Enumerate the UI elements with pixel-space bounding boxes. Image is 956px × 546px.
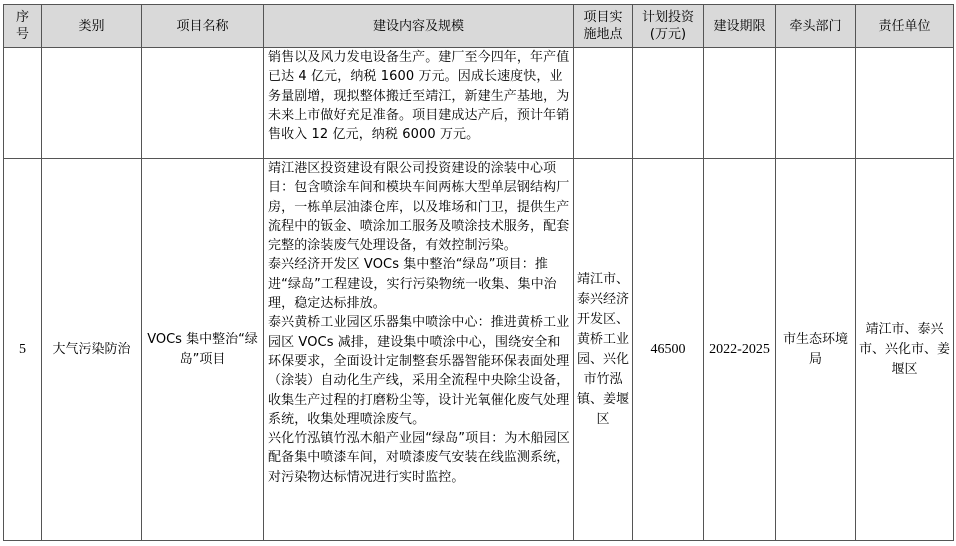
content-paragraph: 销售以及风力发电设备生产。建厂至今四年，年产值已达 4 亿元，纳税 1600 万元。因成长速度快，业务量剧增，现拟整体搬迁至靖江，新建生产基地，为未来上市做好充足准备。项目建成达产后，预计年销售收入 12 亿元，纳税 6000 万元。 bbox=[268, 50, 570, 143]
project-table bbox=[3, 4, 954, 541]
header-responsible: 责任单位 bbox=[856, 5, 954, 48]
header-seq: 序 号 bbox=[4, 5, 42, 48]
cell-category bbox=[42, 48, 142, 159]
cell-investment: 46500 bbox=[633, 159, 704, 541]
cell-responsible bbox=[856, 48, 954, 159]
cell-project-name bbox=[142, 48, 264, 159]
content-paragraph: 泰兴黄桥工业园区乐器集中喷涂中心：推进黄桥工业园区 VOCs 减排，建设集中喷涂中心，围绕安全和环保要求，全面设计定制整套乐器智能环保表面处理（涂装）自动化生产线，采用全流程中央除尘设备，收集生产过程的打磨粉尘等，设计光氧催化废气处理系统，收集处理喷涂废气。 bbox=[268, 315, 570, 427]
header-investment: 计划投资 (万元) bbox=[633, 5, 704, 48]
header-location: 项目实 施地点 bbox=[574, 5, 633, 48]
cell-lead-dept bbox=[776, 48, 856, 159]
cell-seq bbox=[4, 48, 42, 159]
table-row bbox=[4, 159, 954, 541]
content-paragraph: 靖江港区投资建设有限公司投资建设的涂装中心项目：包含喷涂车间和模块车间两栋大型单层钢结构厂房，一栋单层油漆仓库，以及堆场和门卫，提供生产流程中的钣金、喷涂加工服务及喷涂技术服务，配套完整的涂装废气处理设备，有效控制污染。 bbox=[268, 161, 570, 254]
header-project-name: 项目名称 bbox=[142, 5, 264, 48]
header-category: 类别 bbox=[42, 5, 142, 48]
cell-location: 靖江市、泰兴经济开发区、黄桥工业园、兴化市竹泓镇、姜堰区 bbox=[574, 159, 633, 541]
cell-lead-dept: 市生态环境局 bbox=[776, 159, 856, 541]
cell-category: 大气污染防治 bbox=[42, 159, 142, 541]
table-row-continued bbox=[4, 48, 954, 159]
header-period: 建设期限 bbox=[704, 5, 776, 48]
cell-investment bbox=[633, 48, 704, 159]
cell-seq: 5 bbox=[4, 159, 42, 541]
cell-period: 2022-2025 bbox=[704, 159, 776, 541]
content-paragraph: 泰兴经济开发区 VOCs 集中整治“绿岛”项目：推进“绿岛”工程建设，实行污染物统一收集、集中治理，稳定达标排放。 bbox=[268, 257, 557, 312]
cell-project-name: VOCs 集中整治“绿岛”项目 bbox=[142, 159, 264, 541]
cell-location bbox=[574, 48, 633, 159]
header-content: 建设内容及规模 bbox=[264, 5, 574, 48]
cell-period bbox=[704, 48, 776, 159]
header-lead-dept: 牵头部门 bbox=[776, 5, 856, 48]
cell-content bbox=[264, 48, 574, 159]
cell-content bbox=[264, 159, 574, 541]
content-paragraph: 兴化竹泓镇竹泓木船产业园“绿岛”项目：为木船园区配备集中喷漆车间，对喷漆废气安装在线监测系统，对污染物达标情况进行实时监控。 bbox=[268, 431, 570, 485]
project-table-sheet bbox=[3, 4, 953, 542]
cell-responsible: 靖江市、泰兴市、兴化市、姜堰区 bbox=[856, 159, 954, 541]
header-row bbox=[4, 5, 954, 48]
